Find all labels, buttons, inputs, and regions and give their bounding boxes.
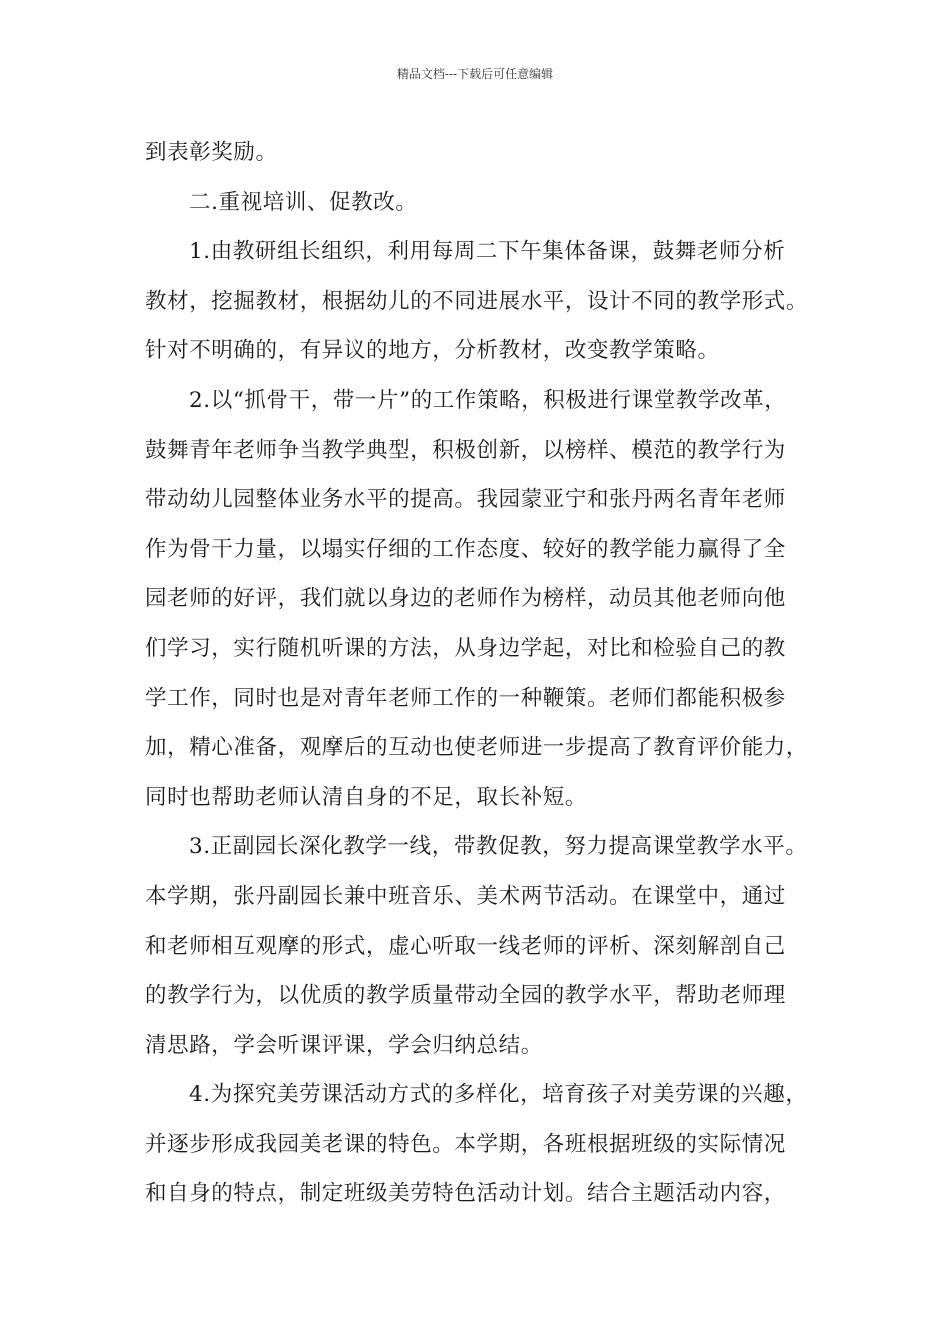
text-line: 园老师的好评，我们就以身边的老师作为榜样，动员其他老师向他 [145,586,786,612]
text-line: 并逐步形成我园美老课的特色。本学期，各班根据班级的实际情况 [145,1131,786,1157]
text-line: 3.正副园长深化教学一线，带教促教，努力提高课堂教学水平。 [189,834,808,860]
section-heading: 二.重视培训、促教改。 [189,189,418,215]
text-line: 学工作，同时也是对青年老师工作的一种鞭策。老师们都能积极参 [145,685,786,711]
text-line: 的教学行为，以优质的教学质量带动全园的教学水平，帮助老师理 [145,983,786,1009]
document-body [145,128,835,1219]
text-line: 本学期，张丹副园长兼中班音乐、美术两节活动。在课堂中，通过 [145,883,786,909]
text-line: 鼓舞青年老师争当教学典型，积极创新，以榜样、模范的教学行为 [145,437,786,463]
text-line: 1.由教研组长组织，利用每周二下午集体备课，鼓舞老师分析 [189,239,786,265]
text-line: 清思路，学会听课评课，学会归纳总结。 [145,1032,543,1058]
text-line: 们学习，实行随机听课的方法，从身边学起，对比和检验自己的教 [145,635,786,661]
text-line: 加，精心准备，观摩后的互动也使老师进一步提高了教育评价能力， [145,735,809,761]
page-header: 精品文档---下载后可任意编辑 [396,67,554,81]
text-line: 和老师相互观摩的形式，虚心听取一线老师的评析、深刻解剖自己 [145,933,786,959]
text-line: 教材，挖掘教材，根据幼儿的不同进展水平，设计不同的教学形式。 [145,288,809,314]
text-line: 同时也帮助老师认清自身的不足，取长补短。 [145,784,588,810]
text-line: 到表彰奖励。 [145,140,278,165]
text-line: 作为骨干力量，以塌实仔细的工作态度、较好的教学能力赢得了全 [145,536,786,562]
text-line: 和自身的特点，制定班级美劳特色活动计划。结合主题活动内容， [145,1181,786,1207]
text-line: 针对不明确的，有异议的地方，分析教材，改变教学策略。 [145,338,720,364]
text-line: 2.以“抓骨干，带一片”的工作策略，积极进行课堂教学改革， [189,387,787,413]
text-line: 4.为探究美劳课活动方式的多样化，培育孩子对美劳课的兴趣， [189,1082,808,1108]
text-line: 带动幼儿园整体业务水平的提高。我园蒙亚宁和张丹两名青年老师 [145,487,786,513]
